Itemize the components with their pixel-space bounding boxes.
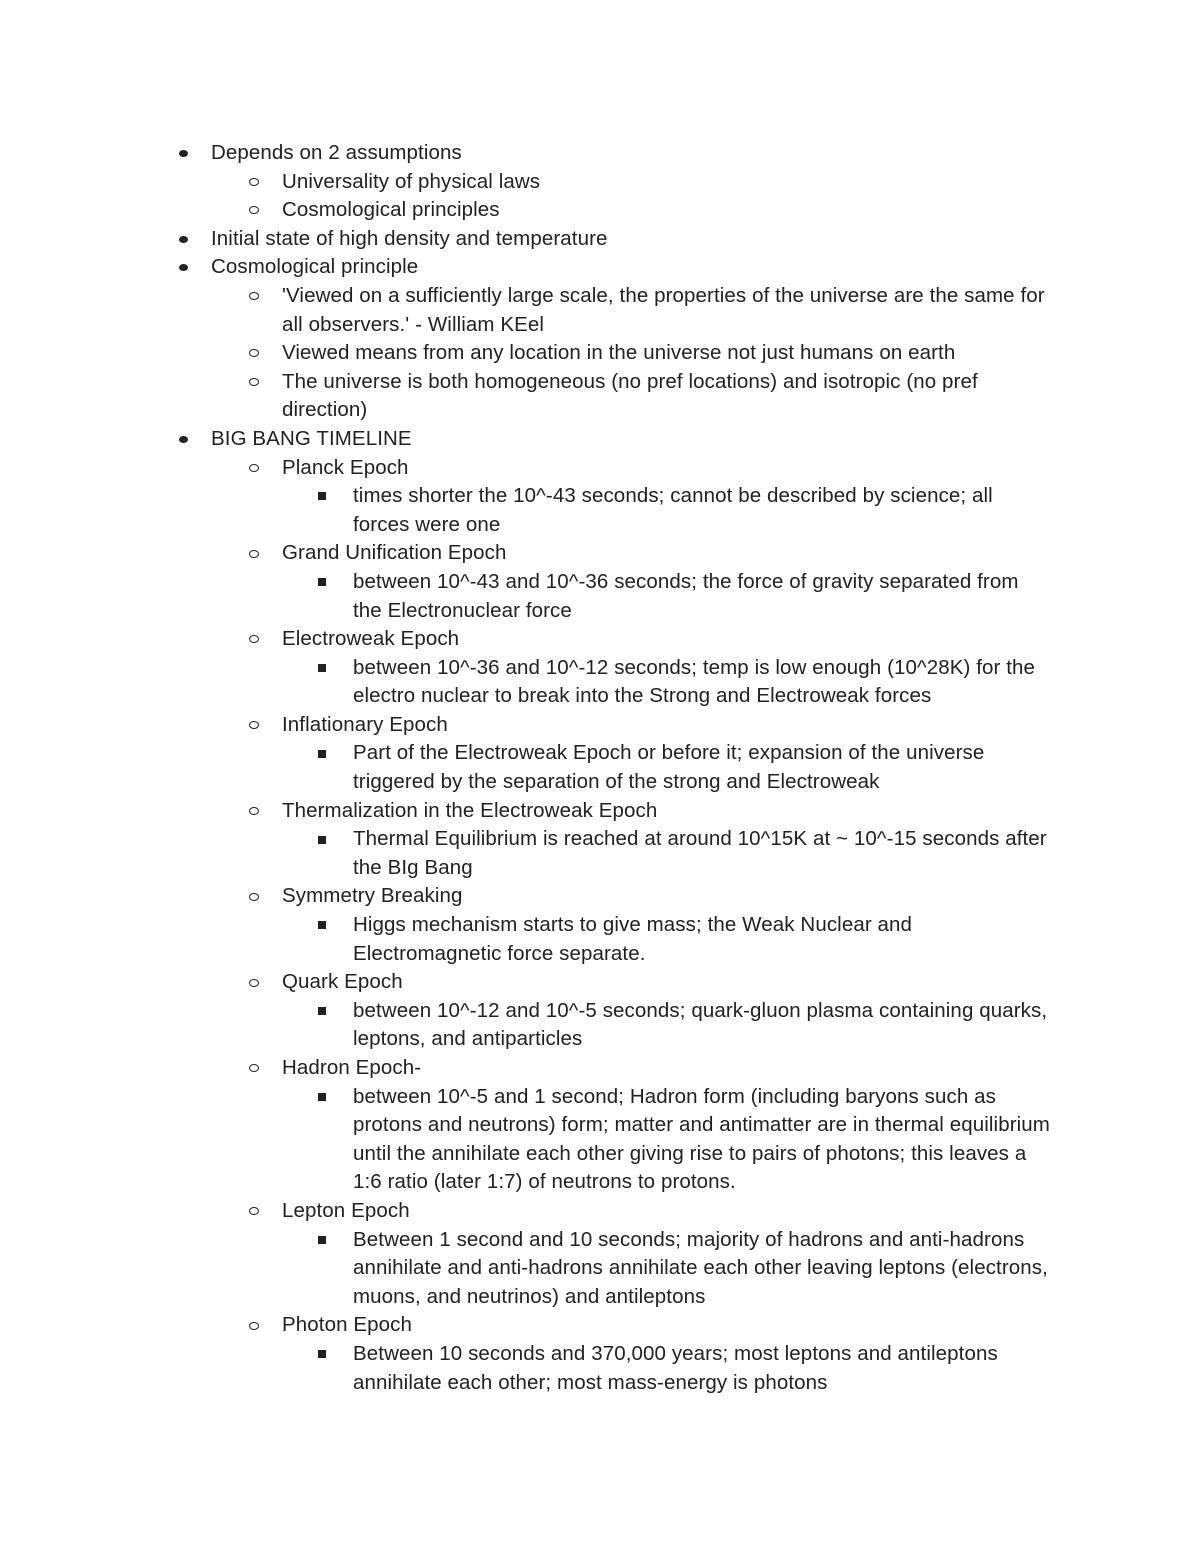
filled-square-bullet-icon [318,664,326,672]
filled-square-bullet-icon [318,750,326,758]
bullet-marker [174,253,192,282]
filled-circle-bullet-icon [179,150,188,157]
list-item-level-3 [0,739,1053,796]
filled-square-bullet-icon [318,492,326,500]
list-item-text: between 10^-5 and 1 second; Hadron form (including baryons such as protons and neutrons) form; matter and antimatter are in thermal equilibrium until the annihilate each other giving rise to pairs of photons; this leaves a 1:6 ratio (later 1:7) of neutrons to protons. [353,1084,1050,1194]
hollow-circle-bullet-icon [249,893,259,901]
list-item-text: Lepton Epoch [282,1198,410,1222]
list-item-level-1 [0,425,1051,454]
hollow-circle-bullet-icon [249,178,259,186]
list-item-text: Quark Epoch [282,970,403,994]
bullet-marker [245,968,263,997]
list-item-level-2 [0,196,1051,225]
filled-square-bullet-icon [318,1350,326,1358]
list-item-level-2 [0,339,1051,368]
bullet-marker [245,282,263,311]
list-item-text: Planck Epoch [282,455,409,479]
bullet-marker [245,539,263,568]
list-item-level-2 [0,968,1051,997]
list-item-level-1 [0,225,1051,254]
list-item-text: BIG BANG TIMELINE [211,426,412,450]
hollow-circle-bullet-icon [249,1322,259,1330]
list-item-level-2 [0,539,1051,568]
filled-circle-bullet-icon [179,236,188,243]
list-item-level-2 [0,454,1051,483]
hollow-circle-bullet-icon [249,635,259,643]
list-item-text: Grand Unification Epoch [282,541,507,565]
list-item-text: Higgs mechanism starts to give mass; the Weak Nuclear and Electromagnetic force separate. [353,913,913,965]
list-item-level-2 [0,282,1051,339]
bullet-marker [245,711,263,740]
list-item-text: Photon Epoch [282,1313,412,1337]
list-item-text: Electroweak Epoch [282,627,460,651]
list-item-level-3 [0,1340,1053,1397]
bullet-marker [313,568,331,597]
bullet-marker [174,139,192,168]
bullet-marker [245,625,263,654]
list-item-text: between 10^-12 and 10^-5 seconds; quark-gluon plasma containing quarks, leptons, and antiparticles [353,998,1048,1051]
bullet-marker [174,425,192,454]
list-item-text: Universality of physical laws [282,169,541,193]
bullet-marker [245,1197,263,1226]
list-item-level-2 [0,711,1051,740]
list-item-level-2 [0,368,1051,425]
filled-square-bullet-icon [318,921,326,929]
list-item-level-1 [0,253,1051,282]
list-item-level-2 [0,797,1051,826]
bullet-marker [313,1083,331,1112]
list-item-text: The universe is both homogeneous (no pref locations) and isotropic (no pref direction) [282,369,978,422]
bullet-marker [313,997,331,1026]
list-item-text: Between 1 second and 10 seconds; majority of hadrons and anti-hadrons annihilate and anti-hadrons annihilate each other leaving leptons (electrons, muons, and neutrinos) and antileptons [353,1227,1048,1308]
list-item-level-2 [0,882,1051,911]
hollow-circle-bullet-icon [249,378,259,386]
list-item-text: Inflationary Epoch [282,712,448,736]
filled-square-bullet-icon [318,1236,326,1244]
hollow-circle-bullet-icon [249,807,259,815]
bullet-marker [313,482,331,511]
bullet-marker [245,196,263,225]
bullet-marker [313,825,331,854]
list-item-level-2 [0,1311,1051,1340]
bullet-marker [245,454,263,483]
list-item-text: Thermal Equilibrium is reached at around 10^15K at ~ 10^-15 seconds after the BIg Bang [353,827,1047,879]
filled-square-bullet-icon [318,836,326,844]
hollow-circle-bullet-icon [249,721,259,729]
list-item-text: Between 10 seconds and 370,000 years; most leptons and antileptons annihilate each other; most mass-energy is photons [353,1341,998,1394]
list-item-text: Cosmological principles [282,198,500,222]
bullet-marker [313,1340,331,1369]
hollow-circle-bullet-icon [249,206,259,214]
filled-square-bullet-icon [318,1093,326,1101]
list-item-text: Symmetry Breaking [282,884,463,908]
hollow-circle-bullet-icon [249,550,259,558]
list-item-text: times shorter the 10^-43 seconds; cannot be described by science; all forces were one [353,484,993,536]
list-item-text: Viewed means from any location in the universe not just humans on earth [282,341,956,365]
filled-square-bullet-icon [318,1007,326,1015]
bullet-marker [174,225,192,254]
list-item-level-3 [0,654,1053,711]
filled-square-bullet-icon [318,578,326,586]
list-item-level-3 [0,1083,1053,1197]
list-item-level-3 [0,568,1053,625]
bullet-marker [313,654,331,683]
list-item-level-3 [0,482,1053,539]
filled-circle-bullet-icon [179,264,188,271]
list-item-text: between 10^-43 and 10^-36 seconds; the force of gravity separated from the Electronuclear force [353,569,1019,622]
list-item-level-3 [0,1226,1053,1312]
hollow-circle-bullet-icon [249,1064,259,1072]
hollow-circle-bullet-icon [249,292,259,300]
filled-circle-bullet-icon [179,436,188,443]
bullet-marker [245,1311,263,1340]
bullet-marker [245,168,263,197]
list-item-text: 'Viewed on a sufficiently large scale, the properties of the universe are the same for all observers.' - William KEel [282,283,1045,336]
list-item-level-3 [0,997,1053,1054]
list-item-level-3 [0,911,1053,968]
bullet-marker [245,339,263,368]
list-item-level-2 [0,625,1051,654]
bullet-marker [313,911,331,940]
bullet-marker [245,882,263,911]
list-item-text: Part of the Electroweak Epoch or before it; expansion of the universe triggered by the separation of the strong and Electroweak [353,741,985,794]
list-item-level-1 [0,139,1051,168]
notes-document [0,139,1200,1397]
list-item-text: Depends on 2 assumptions [211,141,462,164]
bullet-marker [245,797,263,826]
list-item-text: between 10^-36 and 10^-12 seconds; temp is low enough (10^28K) for the electro nuclear to break into the Strong and Electroweak forces [353,655,1036,708]
list-item-level-2 [0,1054,1051,1083]
list-item-text: Thermalization in the Electroweak Epoch [282,798,658,822]
hollow-circle-bullet-icon [249,349,259,357]
list-item-level-3 [0,825,1053,882]
bullet-marker [313,1226,331,1255]
list-item-level-2 [0,1197,1051,1226]
list-item-text: Initial state of high density and temperature [211,226,608,250]
bullet-marker [245,368,263,397]
list-item-text: Hadron Epoch- [282,1056,422,1079]
hollow-circle-bullet-icon [249,464,259,472]
hollow-circle-bullet-icon [249,1207,259,1215]
bullet-marker [313,739,331,768]
list-item-level-2 [0,168,1051,197]
bullet-marker [245,1054,263,1083]
hollow-circle-bullet-icon [249,979,259,987]
list-item-text: Cosmological principle [211,255,419,279]
